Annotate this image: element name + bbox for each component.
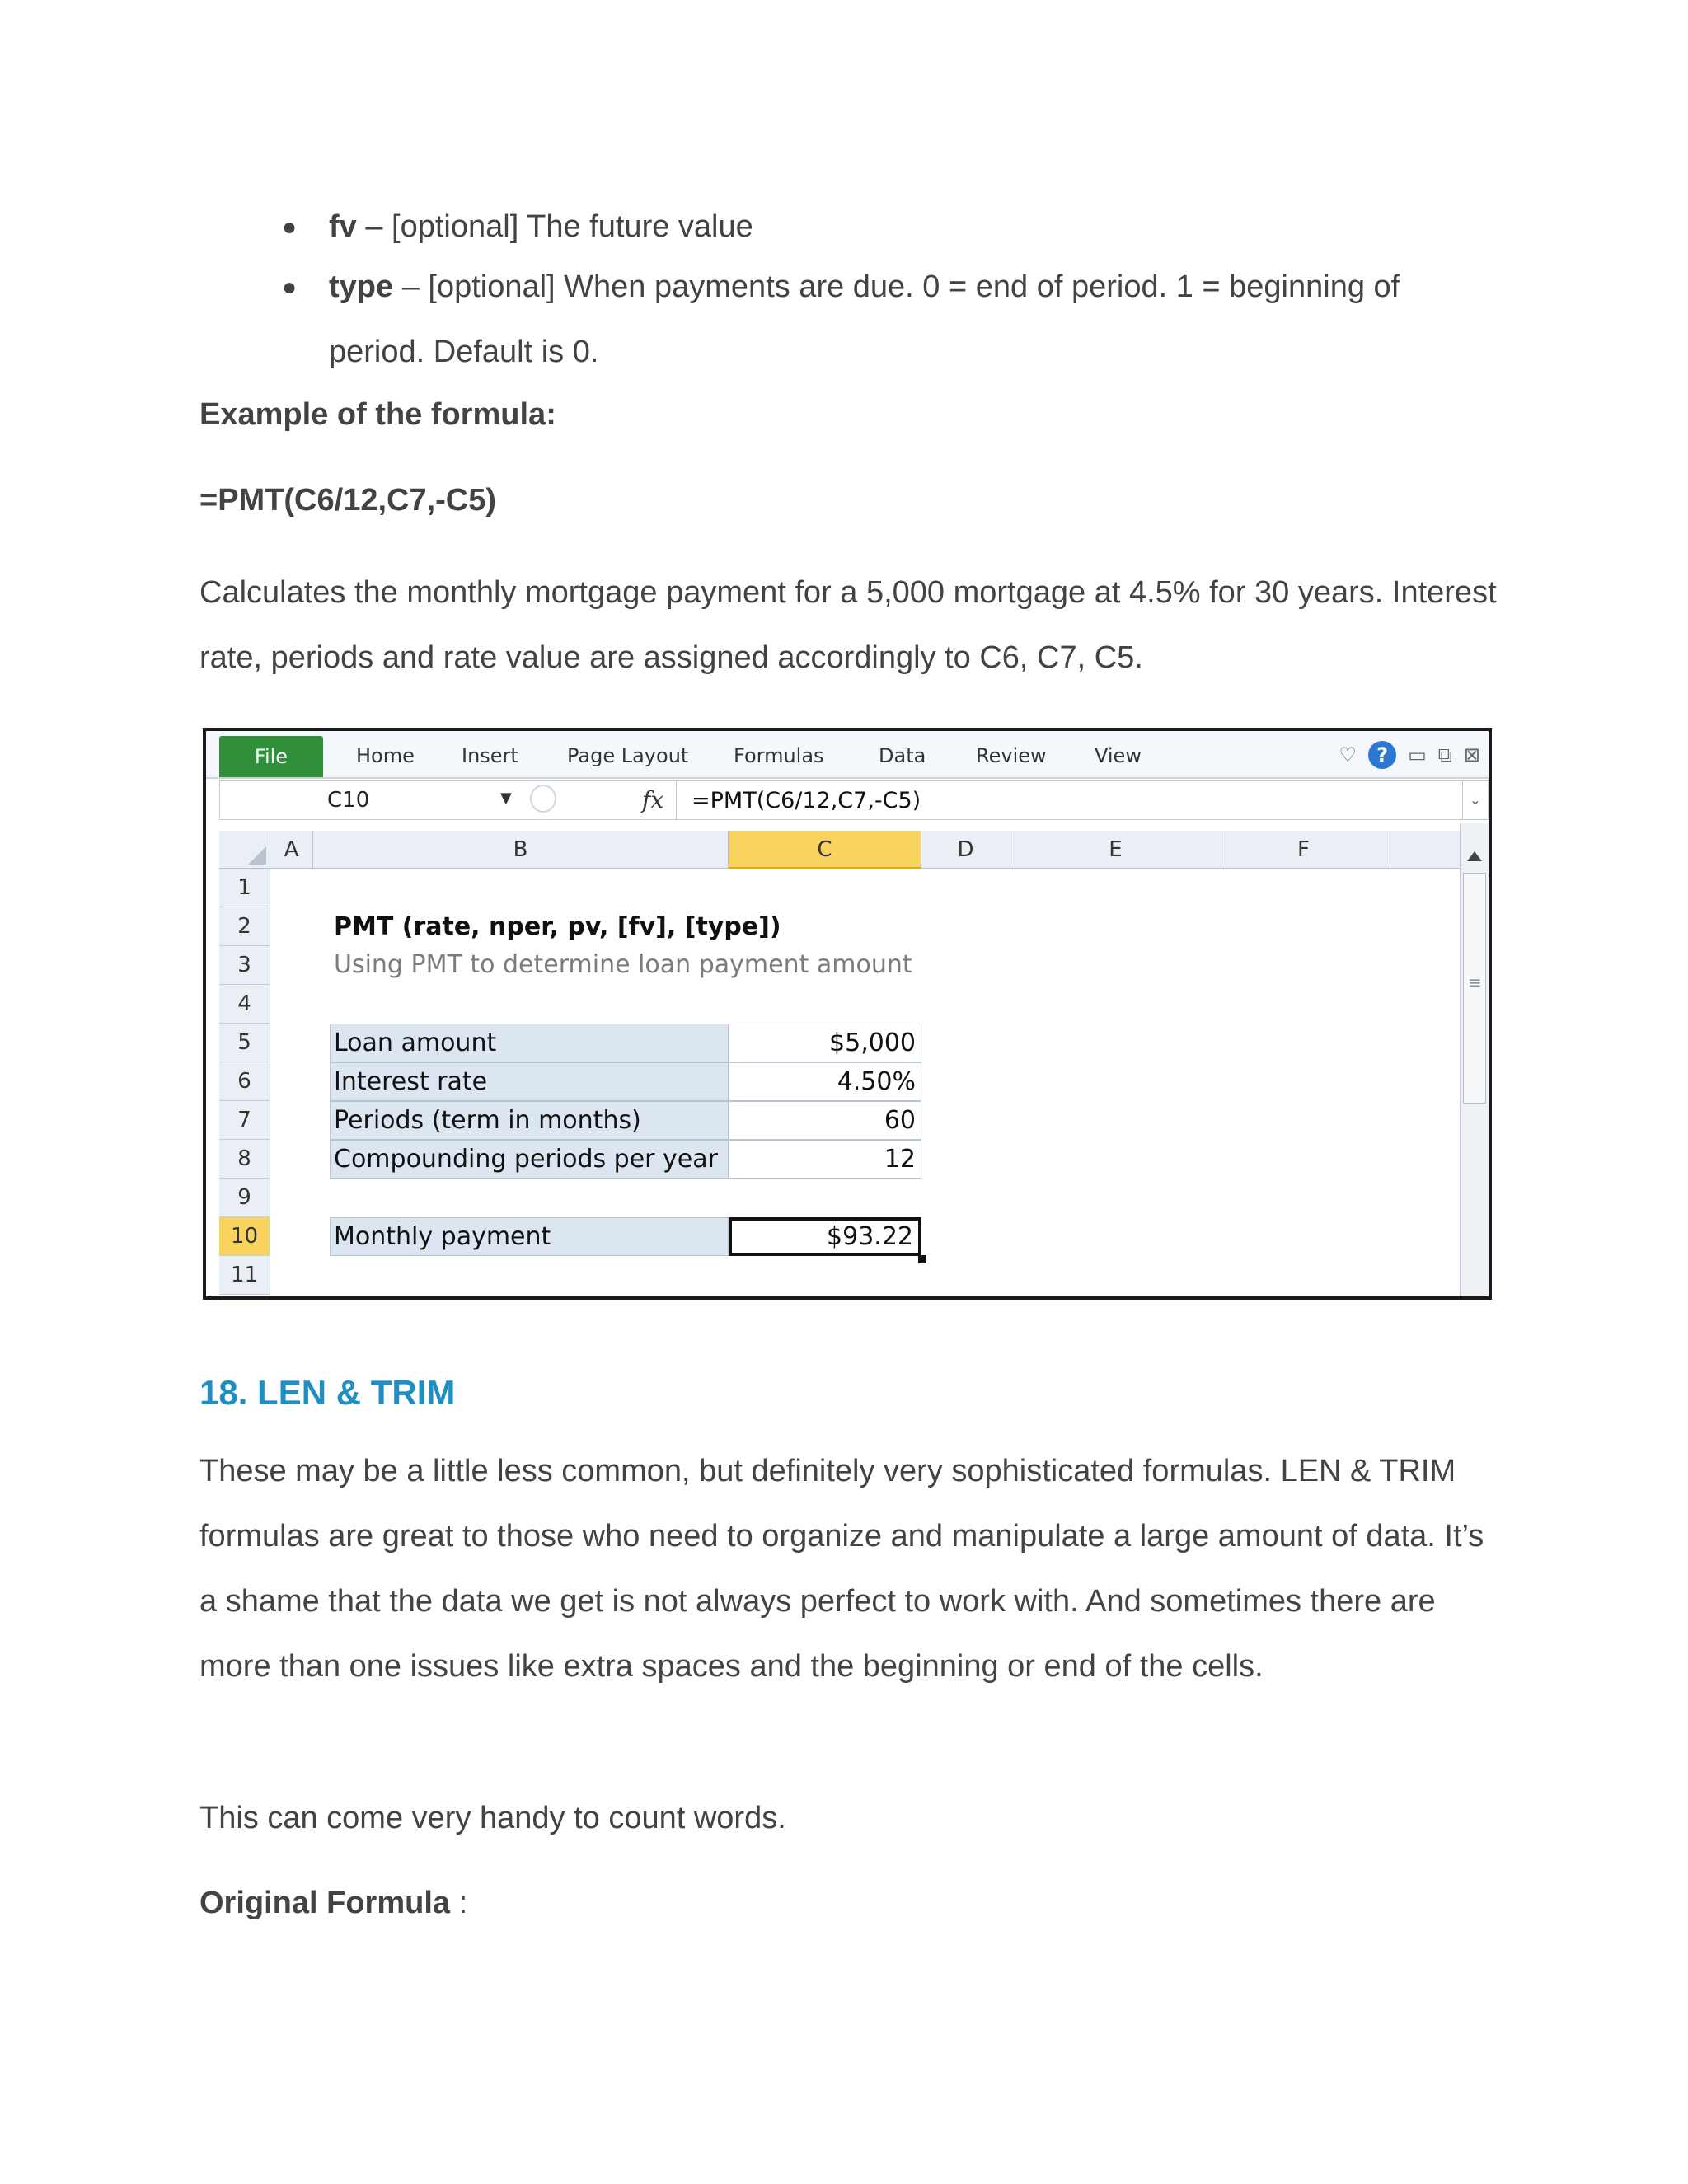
cell-value-compounding[interactable]: 12: [729, 1140, 921, 1179]
excel-screenshot: [203, 728, 1492, 1300]
cell-label-interest-rate[interactable]: Interest rate: [330, 1062, 729, 1101]
count-words-line: This can come very handy to count words.: [199, 1801, 786, 1835]
select-all-corner[interactable]: [219, 831, 270, 869]
tab-insert[interactable]: Insert: [462, 744, 518, 767]
help-icon[interactable]: ?: [1368, 741, 1396, 769]
ribbon-tabs: [206, 731, 1489, 779]
section-heading: 18. LEN & TRIM: [199, 1373, 456, 1412]
formula-bar-toggle-icon[interactable]: [530, 785, 556, 813]
argument-description: – [optional] When payments are due. 0 = end of period. 1 = beginning of period. Default is 0.: [329, 269, 1400, 369]
argument-description: – [optional] The future value: [356, 209, 753, 244]
argument-term: type: [329, 269, 394, 304]
original-formula-label: Original Formula: [199, 1886, 451, 1920]
row-header[interactable]: 11: [219, 1256, 270, 1295]
minimize-window-icon[interactable]: ▭: [1408, 743, 1427, 766]
argument-list: [282, 194, 1493, 385]
original-formula-colon: :: [450, 1886, 468, 1920]
column-header-d[interactable]: D: [921, 831, 1010, 869]
row-header[interactable]: 3: [219, 946, 270, 985]
original-formula-line: [199, 1886, 467, 1921]
cell-value-loan-amount[interactable]: $5,000: [729, 1024, 921, 1062]
row-header[interactable]: 4: [219, 985, 270, 1024]
tab-data[interactable]: Data: [879, 744, 926, 767]
tab-view[interactable]: View: [1095, 744, 1142, 767]
cell-value-periods[interactable]: 60: [729, 1101, 921, 1140]
example-description: Calculates the monthly mortgage payment for a 5,000 mortgage at 4.5% for 30 years. Interest rate, periods and rate value are assigned accordingly to C6, C7, C5.: [199, 575, 1497, 675]
example-formula: =PMT(C6/12,C7,-C5): [199, 483, 497, 518]
row-header[interactable]: 8: [219, 1140, 270, 1179]
column-header-b[interactable]: B: [313, 831, 729, 869]
bullet-icon: ●: [282, 274, 298, 301]
row-header-selected[interactable]: 10: [219, 1217, 270, 1256]
column-header-f[interactable]: F: [1221, 831, 1386, 869]
row-header[interactable]: 7: [219, 1101, 270, 1140]
section-paragraph: These may be a little less common, but definitely very sophisticated formulas. LEN & TRIM formulas are great to those who need to organize and manipulate a large amount of data. It’s a shame that the data we get is not always perfect to work with. And sometimes there are more than one issues like extra spaces and the beginning or end of the cells.: [199, 1454, 1484, 1684]
tab-formulas[interactable]: Formulas: [734, 744, 824, 767]
list-item: [282, 255, 1493, 385]
tab-file[interactable]: File: [219, 736, 323, 777]
name-box-dropdown-icon[interactable]: ▼: [500, 790, 512, 807]
expand-formula-bar-icon[interactable]: ⌄: [1462, 781, 1488, 819]
cell-label-periods[interactable]: Periods (term in months): [330, 1101, 729, 1140]
formula-input[interactable]: =PMT(C6/12,C7,-C5): [692, 788, 921, 813]
vertical-scrollbar[interactable]: [1460, 823, 1489, 1296]
insert-function-icon[interactable]: fx: [642, 786, 664, 813]
list-item: [282, 194, 1493, 260]
column-header-extra[interactable]: [1386, 831, 1464, 869]
column-header-c[interactable]: C: [729, 831, 921, 869]
close-window-icon[interactable]: ⊠: [1463, 743, 1480, 766]
minimize-ribbon-icon[interactable]: ♡: [1339, 743, 1357, 766]
window-controls: [1339, 741, 1480, 769]
scroll-thumb[interactable]: [1463, 873, 1486, 1104]
argument-term: fv: [329, 209, 357, 244]
cell-label-compounding[interactable]: Compounding periods per year: [330, 1140, 729, 1179]
name-box[interactable]: C10: [327, 788, 370, 813]
row-header[interactable]: 9: [219, 1179, 270, 1217]
restore-window-icon[interactable]: ⧉: [1437, 743, 1452, 766]
row-header[interactable]: 1: [219, 869, 270, 907]
cell-value-interest-rate[interactable]: 4.50%: [729, 1062, 921, 1101]
cell-label-monthly-payment[interactable]: Monthly payment: [330, 1217, 729, 1256]
column-header-a[interactable]: A: [270, 831, 313, 869]
row-header[interactable]: 2: [219, 907, 270, 946]
sheet-subtitle: Using PMT to determine loan payment amount: [334, 950, 912, 979]
cell-label-loan-amount[interactable]: Loan amount: [330, 1024, 729, 1062]
scroll-up-icon[interactable]: [1467, 851, 1482, 861]
tab-home[interactable]: Home: [356, 744, 415, 767]
bullet-icon: ●: [282, 213, 298, 241]
cell-value-monthly-payment[interactable]: $93.22: [729, 1217, 921, 1256]
row-header[interactable]: 6: [219, 1062, 270, 1101]
example-heading: Example of the formula:: [199, 397, 556, 432]
column-header-e[interactable]: E: [1010, 831, 1221, 869]
formula-bar: [219, 780, 1489, 820]
row-header[interactable]: 5: [219, 1024, 270, 1062]
tab-page-layout[interactable]: Page Layout: [567, 744, 689, 767]
fill-handle[interactable]: [918, 1255, 926, 1263]
tab-review[interactable]: Review: [976, 744, 1047, 767]
sheet-title: PMT (rate, nper, pv, [fv], [type]): [334, 912, 781, 941]
formula-separator: [676, 781, 677, 819]
